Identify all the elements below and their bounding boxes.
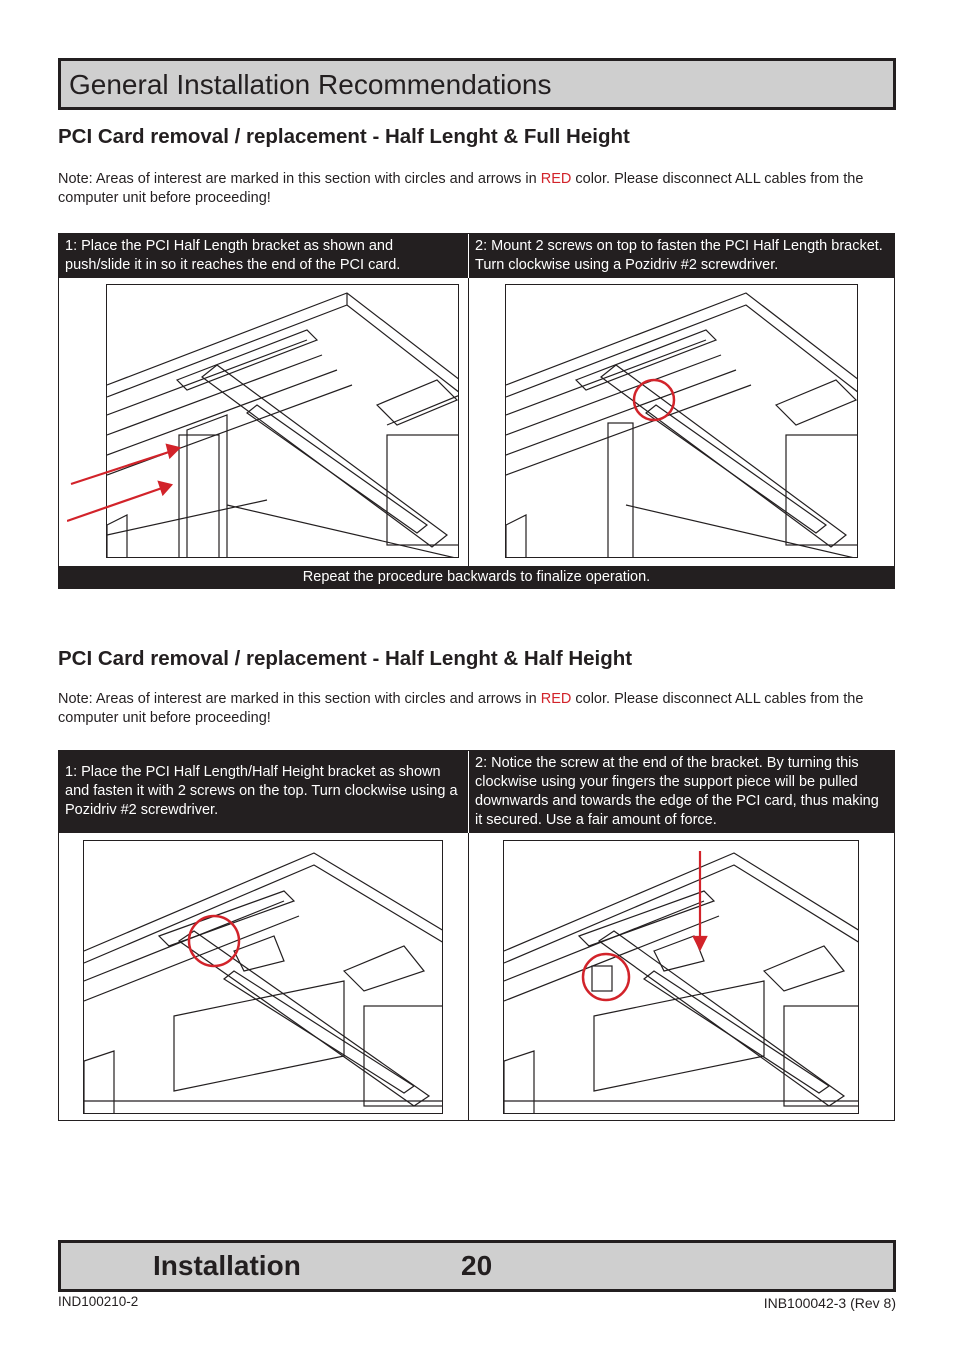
- section2-steps-table: [58, 750, 895, 1121]
- pc-chassis-illustration: [84, 841, 443, 1114]
- section2-step-header-row: [59, 751, 894, 833]
- note-text-end: color. Please disconnect ALL cables from the computer unit before proceeding!: [58, 171, 864, 206]
- section2-step1-text: 1: Place the PCI Half Length/Half Height bracket as shown and fasten it with 2 screws on the top. Turn clockwise using a Pozidriv #2 screwdriver.: [59, 751, 468, 833]
- cell-divider: [468, 278, 469, 566]
- note-text: Note: Areas of interest are marked in this section with circles and arrows in: [58, 691, 541, 707]
- section1-drawing-2: [505, 284, 858, 558]
- section2-drawing-1: [83, 840, 443, 1114]
- section2-heading: PCI Card removal / replacement - Half Lenght & Half Height: [58, 647, 633, 670]
- cell-divider: [468, 833, 469, 1120]
- page-title: General Installation Recommendations: [69, 69, 552, 100]
- note-red-word: RED: [540, 171, 572, 187]
- doc-id-right: INB100042-3 (Rev 8): [763, 1295, 896, 1311]
- note-text-end: color. Please disconnect ALL cables from the computer unit before proceeding!: [58, 691, 864, 726]
- page-title-bar: [58, 58, 896, 110]
- page-number: 20: [461, 1250, 493, 1281]
- note-text: Note: Areas of interest are marked in this section with circles and arrows in: [58, 171, 541, 187]
- section1-step2-text: 2: Mount 2 screws on top to fasten the PCI Half Length bracket. Turn clockwise using a Pozidriv #2 screwdriver.: [468, 234, 894, 278]
- page-footer-bar: [58, 1240, 896, 1292]
- section2-step2-text: 2: Notice the screw at the end of the bracket. By turning this clockwise using your fingers the support piece will be pulled downwards and towards the edge of the PCI card, thus making it secured. Use a fair amount of force.: [468, 751, 894, 833]
- note-red-word: RED: [540, 691, 572, 707]
- section1-step1-text: 1: Place the PCI Half Length bracket as shown and push/slide it in so it reaches the end of the PCI card.: [59, 234, 468, 278]
- red-highlight-circle: [189, 916, 239, 966]
- doc-id-left: IND100210-2: [58, 1294, 139, 1309]
- pc-chassis-illustration: [506, 285, 858, 558]
- section2-drawing-2: [503, 840, 859, 1114]
- section1-heading: PCI Card removal / replacement - Half Lenght & Full Height: [58, 125, 630, 148]
- footer-section-name: Installation: [153, 1250, 301, 1281]
- section2-note: [58, 690, 878, 728]
- section1-footer-note: Repeat the procedure backwards to finalize operation.: [59, 566, 894, 588]
- section1-note: [58, 170, 878, 208]
- red-arrows: [67, 439, 187, 529]
- pc-chassis-illustration: [504, 841, 859, 1114]
- section1-step-header-row: [59, 234, 894, 278]
- section1-steps-table: [58, 233, 895, 589]
